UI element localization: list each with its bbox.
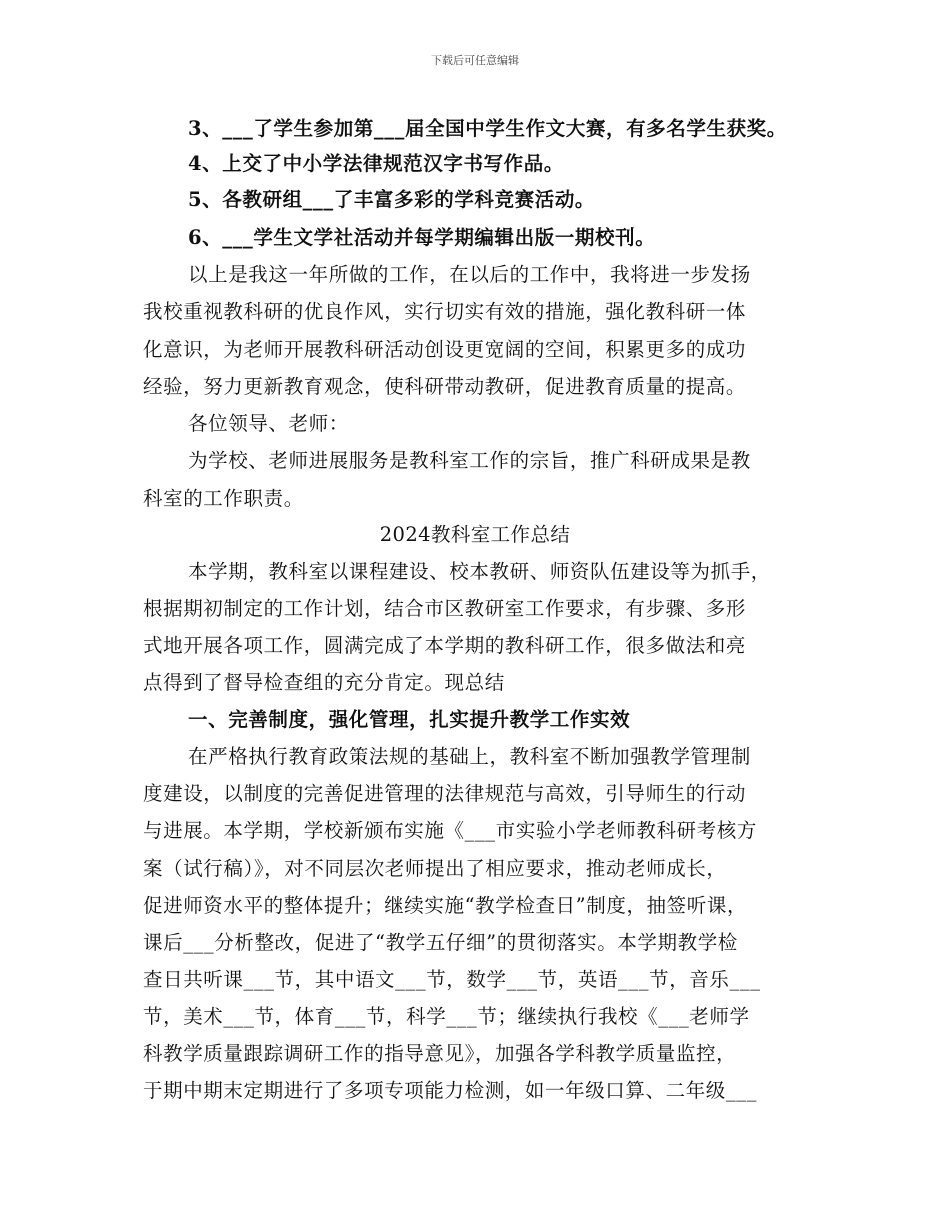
paragraph-line: 案（试行稿）》，对不同层次老师提出了相应要求，推动老师成长， <box>143 857 727 880</box>
paragraph-line: 根据期初制定的工作计划，结合市区教研室工作要求，有步骤、多形 <box>143 597 747 620</box>
paragraph-line: 促进师资水平的整体提升；继续实施“教学检查日”制度，抽签听课， <box>143 894 748 917</box>
paragraph-line: 课后___分析整改，促进了“教学五仔细”的贯彻落实。本学期教学检 <box>143 931 738 954</box>
paragraph-line: 以上是我这一年所做的工作，在以后的工作中，我将进一步发扬 <box>188 263 751 286</box>
section-title: 2024教科室工作总结 <box>379 523 571 546</box>
paragraph-line: 科室的工作职责。 <box>143 487 304 510</box>
paragraph-line: 查日共听课___节，其中语文___节，数学___节，英语___节，音乐___ <box>143 968 761 991</box>
paragraph-line: 经验，努力更新教育观念，使科研带动教研，促进教育质量的提高。 <box>143 375 747 398</box>
paragraph-line: 本学期，教科室以课程建设、校本教研、师资队伍建设等为抓手， <box>188 560 771 583</box>
paragraph-line: 化意识，为老师开展教科研活动创设更宽阔的空间，积累更多的成功 <box>143 338 747 361</box>
paragraph-line: 度建设，以制度的完善促进管理的法律规范与高效，引导师生的行动 <box>143 782 747 805</box>
paragraph-line: 科教学质量跟踪调研工作的指导意见》，加强各学科教学质量监控， <box>143 1042 737 1065</box>
page-header: 下载后可任意编辑 <box>431 54 519 67</box>
paragraph-line: 式地开展各项工作，圆满完成了本学期的教科研工作，很多做法和亮 <box>143 634 747 657</box>
paragraph-line: 点得到了督导检查组的充分肯定。现总结 <box>143 671 505 694</box>
list-item-4: 4、上交了中小学法律规范汉字书写作品。 <box>188 152 564 175</box>
list-item-6: 6、___学生文学社活动并每学期编辑出版一期校刊。 <box>188 226 656 249</box>
paragraph-line: 于期中期末定期进行了多项专项能力检测，如一年级口算、二年级___ <box>143 1079 757 1102</box>
list-item-3: 3、___了学生参加第___届全国中学生作文大赛，有多名学生获奖。 <box>188 117 787 140</box>
list-item-5: 5、各教研组___了丰富多彩的学科竞赛活动。 <box>188 188 596 211</box>
paragraph-line: 在严格执行教育政策法规的基础上，教科室不断加强教学管理制 <box>188 745 751 768</box>
paragraph-line: 节，美术___节，体育___节，科学___节；继续执行我校《___老师学 <box>143 1005 750 1028</box>
salutation: 各位领导、老师： <box>188 412 349 435</box>
paragraph-line: 我校重视教科研的优良作风，实行切实有效的措施，强化教科研一体 <box>143 300 747 323</box>
paragraph-line: 为学校、老师进展服务是教科室工作的宗旨，推广科研成果是教 <box>188 449 751 472</box>
paragraph-line: 与进展。本学期，学校新颁布实施《___市实验小学老师教科研考核方 <box>143 819 757 842</box>
section-heading: 一、完善制度，强化管理，扎实提升教学工作实效 <box>188 708 631 731</box>
